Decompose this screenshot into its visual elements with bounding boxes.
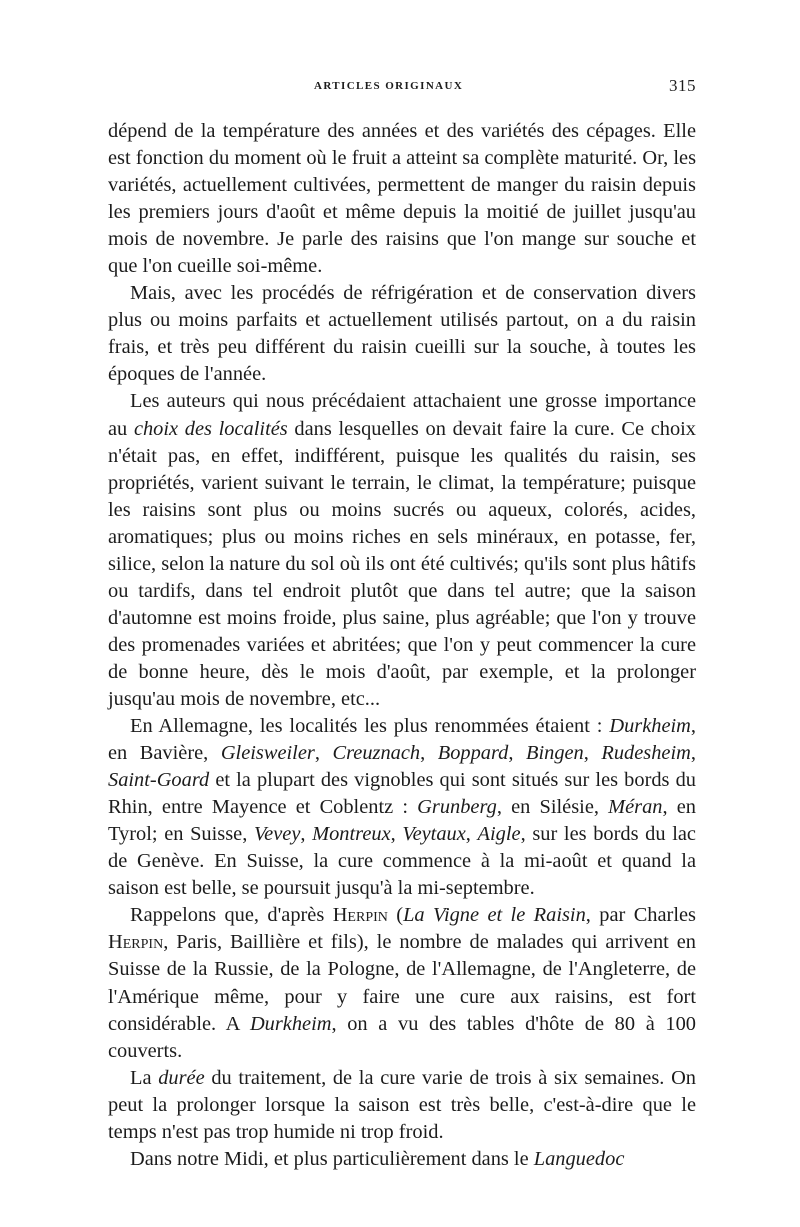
paragraph [108, 118, 696, 280]
italic-text: Durkheim [249, 1012, 332, 1035]
italic-text: Languedoc [533, 1147, 625, 1170]
small-caps-text: Herpin [332, 904, 388, 927]
italic-text: Boppard [437, 742, 509, 765]
text-segment: , [390, 823, 403, 846]
italic-text: Veytaux [402, 823, 466, 846]
text-segment: , en Tyrol; en Suisse, [108, 796, 696, 846]
text-segment: , [300, 823, 313, 846]
text-segment: et la plupart des vignobles qui sont situés sur les bords du Rhin, entre Mayence et Coblentz : [108, 769, 696, 819]
text-segment: Dans notre Midi, et plus particulièrement dans le [130, 1147, 534, 1170]
text-segment: , on a vu des tables d'hôte de 80 à 100 couverts. [108, 1012, 696, 1062]
text-segment: Mais, avec les procédés de réfrigération et de conservation divers plus ou moins parfaits et actuellement utilisés partout, on a du raisin frais, et très peu différent du raisin cueilli sur la souche, à toutes les époques de l'année. [108, 282, 696, 386]
text-segment: dépend de la température des années et des variétés des cépages. Elle est fonction du moment où le fruit a atteint sa complète maturité. Or, les variétés, actuellement cultivées, permettent de manger du raisin depuis les premiers jours d'août et même depuis la moitié de juillet jusqu'au mois de novembre. Je parle des raisins que l'on mange sur souche et que l'on cueille soi-même. [108, 120, 696, 278]
text-segment: , [583, 742, 602, 765]
italic-text: Montreux [312, 823, 391, 846]
italic-text: durée [158, 1066, 205, 1089]
paragraph [108, 1065, 696, 1146]
text-segment: , [314, 742, 333, 765]
text-segment: ( [387, 904, 404, 927]
italic-text: Vevey [253, 823, 301, 846]
italic-text: Saint-Goard [108, 769, 210, 792]
italic-text: Aigle [477, 823, 521, 846]
running-title: ARTICLES ORIGINAUX [314, 80, 464, 92]
paragraph [108, 1146, 696, 1173]
text-segment: , [508, 742, 526, 765]
text-segment: , sur les bords du lac de Genève. En Suisse, la cure commence à la mi-août et quand la saison est belle, se poursuit jusqu'à la mi-septembre. [108, 823, 696, 900]
text-segment: , en Silésie, [496, 796, 609, 819]
text-segment: du traitement, de la cure varie de trois à six semaines. On peut la prolonger lorsque la saison est très belle, c'est-à-dire que le temps n'est pas trop humide ni trop froid. [108, 1066, 696, 1143]
text-segment: , Paris, Baillière et fils), le nombre de malades qui arrivent en Suisse de la Russie, de la Pologne, de l'Allemagne, de l'Angleterre, de l'Amérique même, pour y faire une cure aux raisins, est fort considérable. A [108, 931, 696, 1035]
text-segment: , en Bavière, [108, 715, 696, 765]
text-segment: , [420, 742, 438, 765]
italic-text: Bingen [526, 742, 584, 765]
paragraph [108, 902, 696, 1064]
paragraph [108, 713, 696, 902]
text-segment: En Allemagne, les localités les plus renommées étaient : [130, 715, 610, 738]
italic-text: Grunberg [417, 796, 497, 819]
text-segment: , par Charles [585, 904, 696, 927]
paragraph [108, 280, 696, 388]
small-caps-text: Herpin [108, 931, 164, 954]
text-segment: Les auteurs qui nous précédaient attachaient une grosse importance au [108, 390, 696, 440]
body-text [108, 118, 696, 1173]
paragraph [108, 388, 696, 713]
italic-text: Creuznach [332, 742, 421, 765]
italic-text: Durkheim [609, 715, 691, 738]
italic-text: Gleisweiler [220, 742, 315, 765]
page-number: 315 [669, 76, 696, 95]
text-segment: La [130, 1066, 159, 1089]
italic-text: choix des localités [133, 417, 288, 440]
italic-text: Rudesheim [601, 742, 691, 765]
italic-text: La Vigne et le Raisin [403, 904, 586, 927]
text-segment: dans lesquelles on devait faire la cure. Ce choix n'était pas, en effet, indifférent, puisque les qualités du raisin, ses propriétés, varient suivant le terrain, le climat, la température; puisque les raisins sont plus ou moins sucrés ou aqueux, colorés, acides, aromatiques; plus ou moins riches en sels minéraux, en potasse, fer, silice, selon la nature du sol où ils ont été cultivés; qu'ils sont plus hâtifs ou tardifs, dans tel endroit plutôt que dans tel autre; que la saison d'automne est moins froide, plus saine, plus agréable; que l'on y trouve des promenades variées et abritées; que l'on y peut commencer la cure de bonne heure, dès le mois d'août, par exemple, et la prolonger jusqu'au mois de novembre, etc... [108, 417, 697, 710]
text-segment: , [690, 742, 696, 765]
running-head [108, 70, 696, 102]
page [108, 70, 696, 1173]
text-segment: , [465, 823, 478, 846]
italic-text: Méran [608, 796, 663, 819]
text-segment: Rappelons que, d'après [130, 904, 333, 927]
